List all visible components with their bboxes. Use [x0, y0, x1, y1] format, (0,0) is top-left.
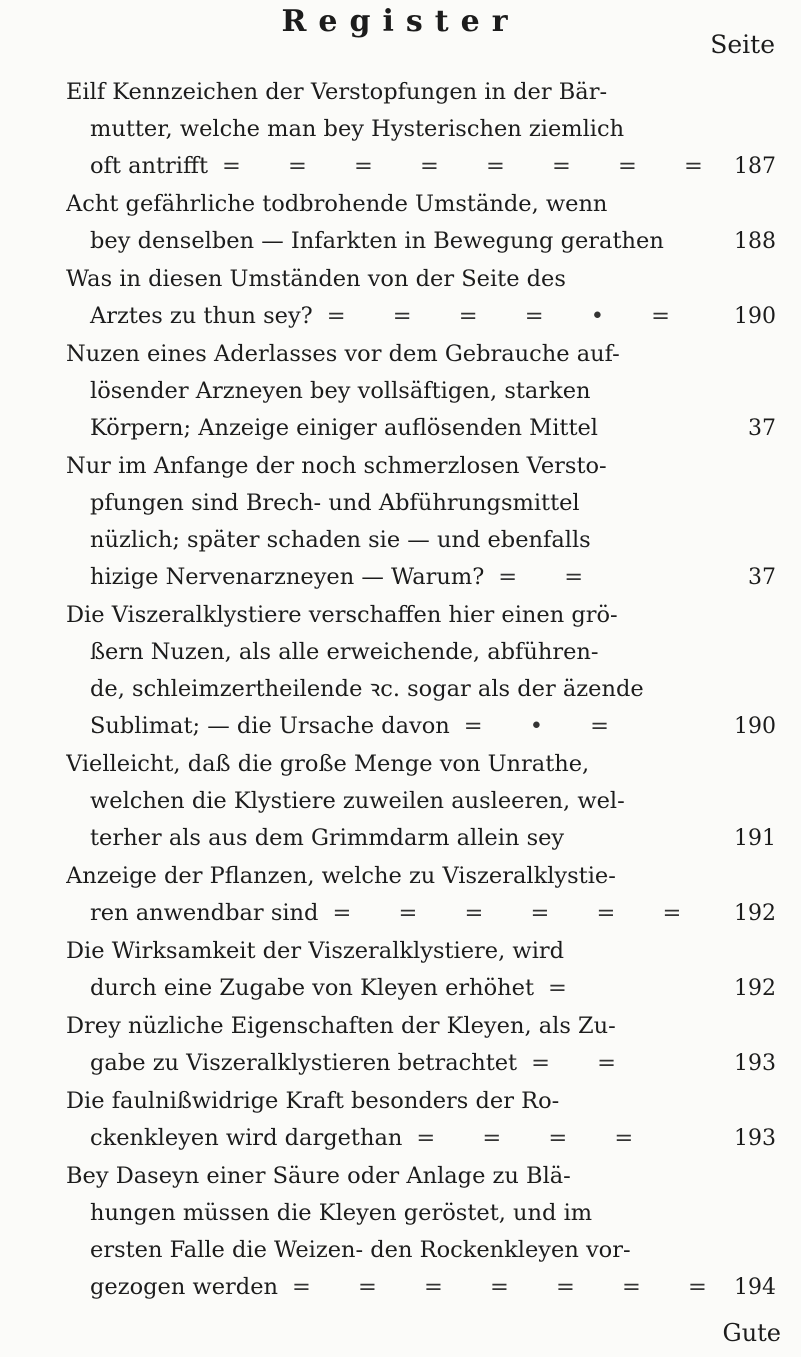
- entry-line: [66, 223, 786, 260]
- entry-text: Die Wirksamkeit der Viszeralklystiere, wird: [66, 938, 565, 964]
- dot-leader: = = = = • =: [326, 303, 691, 329]
- dot-leader: =: [548, 975, 587, 1001]
- entry-line: [66, 1083, 786, 1120]
- page-title: Register: [281, 4, 520, 39]
- page-number: 190: [734, 714, 776, 739]
- entry-text: durch eine Zugabe von Kleyen erhöhet: [90, 975, 535, 1001]
- entry-text: bey denselben — Infarkten in Bewegung gerathen: [90, 228, 664, 254]
- entry-text: Eilf Kennzeichen der Verstopfungen in der Bär-: [66, 79, 608, 105]
- page-number: 187: [734, 154, 776, 179]
- catchword: Gute: [722, 1319, 781, 1347]
- entry-text: gabe zu Viszeralklystieren betrachtet: [90, 1050, 518, 1076]
- entry-text: lösender Arzneyen bey vollsäftigen, starken: [90, 378, 591, 404]
- entry-line: [66, 148, 786, 185]
- register-entry: [66, 933, 786, 1007]
- entry-text: terher als aus dem Grimmdarm allein sey: [90, 825, 565, 851]
- page-number: 37: [748, 416, 776, 441]
- entry-line: [66, 336, 786, 373]
- page-number: 190: [734, 304, 776, 329]
- entry-text: mutter, welche man bey Hysterischen ziemlich: [90, 116, 625, 142]
- register-entry: [66, 74, 786, 185]
- page-number: 37: [748, 565, 776, 590]
- entry-line: [66, 1158, 786, 1195]
- dot-leader: = = = = = = =: [292, 1274, 727, 1300]
- page-number: 188: [734, 229, 776, 254]
- entry-line: [66, 1045, 786, 1082]
- entry-text: ckenkleyen wird dargethan: [90, 1125, 403, 1151]
- entry-line: [66, 559, 786, 596]
- entry-line: [66, 1008, 786, 1045]
- entry-line: [66, 1195, 786, 1232]
- entry-line: [66, 373, 786, 410]
- entry-line: [66, 448, 786, 485]
- entry-text: welchen die Klystiere zuweilen ausleeren, wel-: [90, 788, 625, 814]
- dot-leader: = = = = = =: [332, 900, 702, 926]
- page-number: 193: [734, 1051, 776, 1076]
- register-entry: [66, 1008, 786, 1082]
- entry-text: Die Viszeralklystiere verschaffen hier einen grö-: [66, 602, 618, 628]
- entry-text: Was in diesen Umständen von der Seite des: [66, 266, 566, 292]
- register-entries: [66, 74, 786, 1307]
- entry-text: Arztes zu thun sey?: [90, 303, 313, 329]
- entry-text: Die faulnißwidrige Kraft besonders der Ro-: [66, 1088, 560, 1114]
- register-entry: [66, 261, 786, 335]
- register-entry: [66, 1083, 786, 1157]
- entry-line: [66, 708, 786, 745]
- page-number: 191: [734, 826, 776, 851]
- register-entry: [66, 746, 786, 857]
- entry-text: Anzeige der Pflanzen, welche zu Viszeralklystie-: [66, 863, 616, 889]
- entry-line: [66, 820, 786, 857]
- dot-leader: = = = = = = = =: [222, 153, 723, 179]
- entry-text: ßern Nuzen, als alle erweichende, abführen-: [90, 639, 599, 665]
- register-entry: [66, 597, 786, 745]
- entry-line: [66, 597, 786, 634]
- entry-line: [66, 111, 786, 148]
- entry-text: Bey Daseyn einer Säure oder Anlage zu Blä-: [66, 1163, 571, 1189]
- dot-leader: = =: [531, 1050, 636, 1076]
- entry-text: gezogen werden: [90, 1274, 279, 1300]
- entry-text: Sublimat; — die Ursache davon: [90, 713, 450, 739]
- dot-leader: = • =: [463, 713, 630, 739]
- dot-leader: = = = =: [416, 1125, 654, 1151]
- entry-line: [66, 1232, 786, 1269]
- entry-line: [66, 485, 786, 522]
- entry-line: [66, 671, 786, 708]
- entry-text: Nuzen eines Aderlasses vor dem Gebrauche auf-: [66, 341, 620, 367]
- entry-line: [66, 410, 786, 447]
- entry-line: [66, 298, 786, 335]
- entry-text: pfungen sind Brech- und Abführungsmittel: [90, 490, 580, 516]
- dot-leader: = =: [498, 564, 604, 590]
- entry-line: [66, 1120, 786, 1157]
- entry-text: Nur im Anfange der noch schmerzlosen Versto-: [66, 453, 607, 479]
- entry-text: Vielleicht, daß die große Menge von Unrathe,: [66, 751, 590, 777]
- entry-text: oft antrifft: [90, 153, 208, 179]
- entry-line: [66, 933, 786, 970]
- entry-line: [66, 746, 786, 783]
- entry-text: hungen müssen die Kleyen geröstet, und im: [90, 1200, 593, 1226]
- entry-text: Drey nüzliche Eigenschaften der Kleyen, als Zu-: [66, 1013, 616, 1039]
- entry-line: [66, 261, 786, 298]
- entry-line: [66, 74, 786, 111]
- register-entry: [66, 448, 786, 596]
- register-entry: [66, 336, 786, 447]
- page-number: 192: [734, 976, 776, 1001]
- entry-text: de, schleimzertheilende ꝛc. sogar als der äzende: [90, 676, 644, 702]
- register-entry: [66, 186, 786, 260]
- entry-line: [66, 634, 786, 671]
- entry-text: nüzlich; später schaden sie — und ebenfalls: [90, 527, 591, 553]
- entry-text: Körpern; Anzeige einiger auflösenden Mittel: [90, 415, 599, 441]
- entry-line: [66, 1269, 786, 1306]
- entry-line: [66, 783, 786, 820]
- entry-text: Acht gefährliche todbrohende Umstände, wenn: [66, 191, 608, 217]
- entry-line: [66, 522, 786, 559]
- entry-line: [66, 970, 786, 1007]
- entry-line: [66, 186, 786, 223]
- entry-text: ersten Falle die Weizen- den Rockenkleyen vor-: [90, 1237, 631, 1263]
- entry-line: [66, 895, 786, 932]
- page-number: 194: [734, 1275, 776, 1300]
- entry-text: hizige Nervenarzneyen — Warum?: [90, 564, 485, 590]
- page-number: 192: [734, 901, 776, 926]
- page-number: 193: [734, 1126, 776, 1151]
- entry-text: ren anwendbar sind: [90, 900, 319, 926]
- register-entry: [66, 858, 786, 932]
- register-entry: [66, 1158, 786, 1306]
- entry-line: [66, 858, 786, 895]
- page-column-label: Seite: [710, 30, 775, 59]
